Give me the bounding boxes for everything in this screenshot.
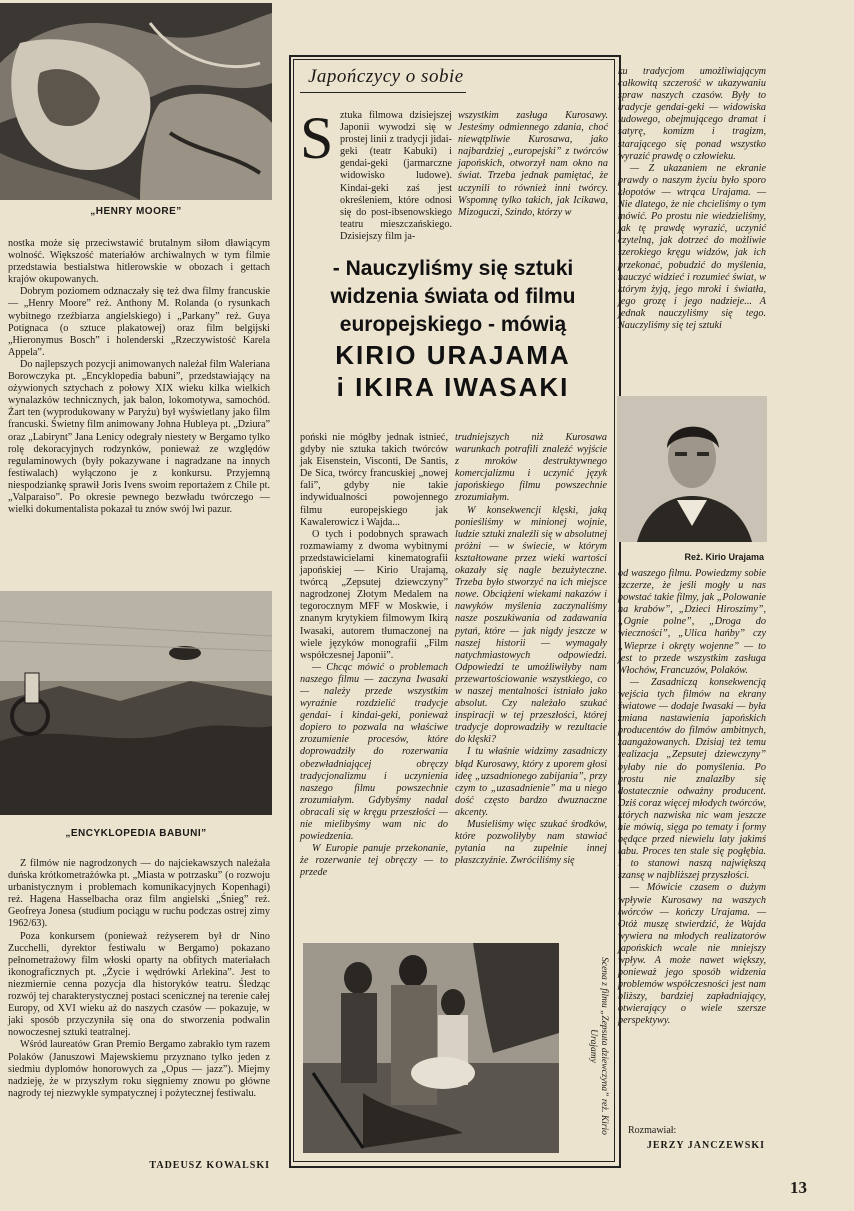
paragraph: — Mówicie czasem o dużym wpływie Kurosawy na waszych twórców — kończy Urajama. — Otóż muszę stwierdzić, że Wajda wywiera na młodych realizatorów japońskich wcale nie mniejszy wpływ. A może nawet większy, ponieważ jego sposób widzenia problemów współczesności jest nam bliższy, bardziej zapładniający, otwierający o wiele szersze perspektywy.	[618, 882, 766, 1027]
paragraph: Z filmów nie nagrodzonych — do najciekawszych należała duńska krótkometrażówka pt. „Miasta w potrzasku” (o rozwoju urbanistycznym i problemach komunikacyjnych Kopenhagi) reż. Hagena Hasselbacha oraz film angielski „Śnieg” reż. Geofreya Jonesa (studium pociągu w ruchu podczas ostrej zimy 1962/63).	[8, 858, 270, 930]
left-column-text-bottom	[8, 858, 270, 1158]
paragraph: — Zasadniczą konsekwencją wejścia tych filmów na ekrany światowe — dodaje Iwasaki — była zmiana nastawienia japońskich producentów do filmów ambitnych, zaangażowanych. Dzisiaj też temu realizacja „Zepsutej dziewczyny” byłaby nie do pomyślenia. Po prostu nie znalazłby się dostatecznie odważny producent. Dziś coraz więcej młodych twórców, których nazwiska nic wam jeszcze nie mówią, sięga po tematy i formy będące przed niewielu laty jakimś tabu. Proces ten stale się pogłębia. I to stanowi naszą największą szansę w najbliższej przyszłości.	[618, 676, 766, 882]
page-number: 13	[790, 1178, 807, 1197]
film-still-photo	[303, 943, 559, 1153]
intro-col2	[458, 110, 608, 242]
author-signature: TADEUSZ KOWALSKI	[149, 1160, 270, 1171]
paragraph: ku tradycjom umożliwiającym całkowitą szczerość w ukazywaniu spraw naszych czasów. Były to tradycje gendai-geki — widowiska ludowego, obejmującego dramat i satyrę, komizm i tragizm, starającego się ponad wszystko wyrazić prawdę o człowieku.	[618, 66, 766, 162]
intro-col1-wrap	[300, 170, 452, 240]
article-col3-bottom	[618, 568, 766, 1118]
paragraph: Wśród laureatów Gran Premio Bergamo zabrakło tym razem Polaków (Januszowi Majewskiemu przyznano tylko jeden z siedmiu dyplomów honorowych za „Opus — jazz”). Miejmy nadzieję, że w przyszłym roku sięgniemy znowu po główne nagrody tej niezwykle sympatycznej i pożytecznej festiwalu.	[8, 1039, 270, 1099]
portrait-caption: Reż. Kirio Urajama	[684, 552, 764, 562]
henry-moore-illustration	[0, 3, 272, 200]
headline-line: europejskiego - mówią	[339, 313, 567, 336]
film-still-caption	[562, 945, 610, 1155]
intro-text: ztuka filmowa dzisiejszej Japonii wywodzi się w prostej linii z tradycji jidai-geki (teatr Kabuki) i gendai-geki (jarmarczne widowisko ludowe). Kindai-geki zaś jest określeniem, które odnosi się do post-ibsenowskiego teatru mieszczańskiego. Dzisiejszy film ja-	[340, 110, 452, 242]
paragraph: nostka może się przeciwstawić brutalnym siłom dławiącym wolność. Większość materiałów archiwalnych w tym filmie przedstawia bestialstwa hitlerowskie w obozach i gettach krajów okupowanych.	[8, 238, 270, 286]
headline-line: i IKIRA IWASAKI	[336, 372, 570, 402]
left-column-text-top	[8, 238, 270, 588]
paragraph: I tu właśnie widzimy zasadniczy błąd Kurosawy, który z uporem głosi ideę „uzsadnionego zabijania”, przy czym to „uzasadnienie” ma u niego dość często bardzo dwuznaczne akcenty.	[455, 746, 607, 818]
paragraph: O tych i podobnych sprawach rozmawiamy z dwoma wybitnymi przedstawicielami kinematografii japońskiej — Kirio Urajamą, twórcą „Zepsutej dziewczyny” nagrodzonej Złotym Medalem na tegorocznym MFF w Moskwie, i znanym krytykiem filmowym Ikirą Iwasaki, autorem tłumaczonej na wiele języków monografii „Film współczesnej Japonii”.	[300, 528, 448, 661]
intro-col1	[340, 110, 452, 242]
intro-text-2: wszystkim zasługa Kurosawy. Jesteśmy odmiennego zdania, choć niewątpliwie Kurosawa, jako najbardziej „europejski” z twórców japońskich, otworzył nam okno na świat. Trzeba jednak pamiętać, że uczynili to również inni twórcy. Wspomnę tylko takich, jak Icikawa, Mizoguczi, Szindo, którzy w	[458, 110, 608, 218]
paragraph: Musieliśmy więc szukać środków, które pozwoliłyby nam stawiać pytania na zupełnie innej płaszczyźnie. Zwróciliśmy się	[455, 819, 607, 867]
caption-henry-moore: „HENRY MOORE”	[90, 206, 182, 217]
interview-by-label: Rozmawiał:	[628, 1125, 677, 1136]
paragraph: Poza konkursem (ponieważ reżyserem był dr Nino Zucchelli, dyrektor festiwalu w Bergamo) pokazano pełnometrażowy film włoski oparty na obfitych materiałach ikonograficznych pt. „Życie i wędrówki Arlekina”. Jest to niezmiernie cenna pozycja dla historyków teatru. Śledząc rozwój tej charakterystycznej postaci scenicznej na terenie całej Europy, od XVI wieku aż do naszych czasów — pokazuje, w jaki sposób przyczyniła się ona do stworzenia podwalin nowoczesnej sztuki teatralnej.	[8, 930, 270, 1039]
paragraph: od waszego filmu. Powiedzmy sobie szczerze, że jeśli mogły u nas powstać takie filmy, jak „Polowanie na krabów”, „Dzieci Hiroszimy”, „Ognie polne”, „Droga do wieczności”, „Ulica hańby” czy „Wieprze i okręty wojenne” — to jest to przede wszystkim zasługa Włochów, Francuzów, Polaków.	[618, 568, 766, 676]
paragraph: Dobrym poziomem odznaczały się też dwa filmy francuskie — „Henry Moore” reż. Anthony M. Rolanda (o rysunkach wybitnego rzeźbiarza angielskiego) i „Parkany” reż. Guya Potignaca (o sztuce plakatowej) oraz film belgijski „Hieronymus Bosch” i holenderski „Rzeczywistość Karela Appela”.	[8, 286, 270, 358]
paragraph: — Chcąc mówić o problemach naszego filmu — zaczyna Iwasaki — należy przede wszystkim wyraźnie rozdzielić tradycje gendai- i kindai-geki, ponieważ dopiero to pozwala na właściwe zrozumienie procesów, które doprowadziły do rozerwania obezwładniającej obręczy tradycjonalizmu i uczynienia naszego filmu powszechnie zrozumiałym. Gdybyśmy nadal obracali się w kręgu przeszłości — nie mielibyśmy wam nic do powiedzenia.	[300, 661, 448, 843]
paragraph: — Z ukazaniem ne ekranie prawdy o naszym życiu było sporo kłopotów — wtrąca Urajama. — Nie dlatego, że nie chcieliśmy o tym mówić. Po prostu nie wiedzieliśmy, jak tę prawdę wyrazić, uczynić czytelną, jak dotrzeć do możliwie szerokiego kręgu widzów, jak ich przekonać, pobudzić do myślenia, nauczyć widzieć i rozumieć świat, w którym żyją, jego mroki i światła, jego grozę i jego nadzieje... A jednak nauczyliśmy się tego. Nauczyliśmy się tej sztuki	[618, 162, 766, 331]
interviewer-signature: JERZY JANCZEWSKI	[646, 1140, 765, 1151]
headline-line: KIRIO URAJAMA	[335, 340, 571, 370]
dropcap: S	[300, 105, 334, 171]
headline	[300, 255, 606, 403]
paragraph: poński nie mógłby jednak istnieć, gdyby nie sztuka takich twórców jak Eisenstein, Visconti, De Santis, De Sica, twórcy francuskiej „nowej fali”, gdyby nie takie indywidualności powojennego filmu europejskiego jak Kawalerowicz i Wajda...	[300, 432, 448, 528]
article-col3-top	[618, 66, 766, 392]
caption-encyklopedia-babuni: „ENCYKLOPEDIA BABUNI”	[65, 828, 207, 839]
article-col2	[455, 432, 607, 952]
encyklopedia-babuni-illustration	[0, 591, 272, 815]
paragraph: W Europie panuje przekonanie, że rozerwanie tej obręczy — to przede	[300, 843, 448, 879]
headline-line: widzenia świata od filmu	[330, 285, 576, 308]
rubric-underline	[300, 92, 466, 93]
urajama-portrait	[617, 396, 767, 542]
paragraph: trudniejszych niż Kurosawa warunkach potrafili znaleźć wyjście z mroków destruktywnego komercjalizmu i uczynić język japońskiego filmu powszechnie zrozumiałym.	[455, 432, 607, 504]
headline-line: - Nauczyliśmy się sztuki	[332, 257, 574, 280]
film-caption-text: Scena z filmu „Zepsuta dziewczyna” reż. Kirio Urajamy	[588, 957, 609, 1135]
article-rubric: Japończycy o sobie	[308, 66, 464, 87]
paragraph: W konsekwencji klęski, jaką ponieśliśmy w minionej wojnie, ludzie sztuki znaleźli się w absolutnej próżni — w świecie, w którym kształtowane przez wieki wartości okazały się nagle bezużyteczne. Trzeba było stworzyć na ich miejsce nowe. Obciążeni wiekami nakazów i nawyków myślenia zaczynaliśmy nasze poszukiwania od zadawania pytań, które — jak nigdy jeszcze w naszej historii — wymagały natychmiastowych odpowiedzi. Odpowiedzi te umożliwiłyby nam przewartościowanie wszystkiego, co w naszej mentalności istniało jako absolut. Czy należało szukać inspiracji w tej przeszłości, której tradycje doprowadziły w rezultacie do klęski?	[455, 504, 607, 746]
paragraph: Do najlepszych pozycji animowanych należał film Waleriana Borowczyka pt. „Encyklopedia babuni”, przedstawiający na ożywionych sztychach z połowy XIX wieku kilka wielkich wynalazków technicznych, jak balon, lokomotywa, samochód. Żart ten (wyprodukowany w Paryżu) był wyświetlany jako film francuski. Świetny film animowany Johna Hubleya pt. „Dziura” oraz „Labirynt” Jana Lenicy odegrały niestety w Bergamo tylko rolę dekoracyjnych rodzynków, ponieważ ze względów regulaminowych (były pokazywane i nagradzane na innych festiwalach) wyłączono je z konkursu. Przyjemną niespodziankę sprawił Joris Ivens swoim reportażem z Chile pt. „Valparaiso”. Po okresie pewnego bezwładu twórczego — wielki dokumentalista pokazał tu znów swój lwi pazur.	[8, 358, 270, 516]
article-col1	[300, 432, 448, 952]
